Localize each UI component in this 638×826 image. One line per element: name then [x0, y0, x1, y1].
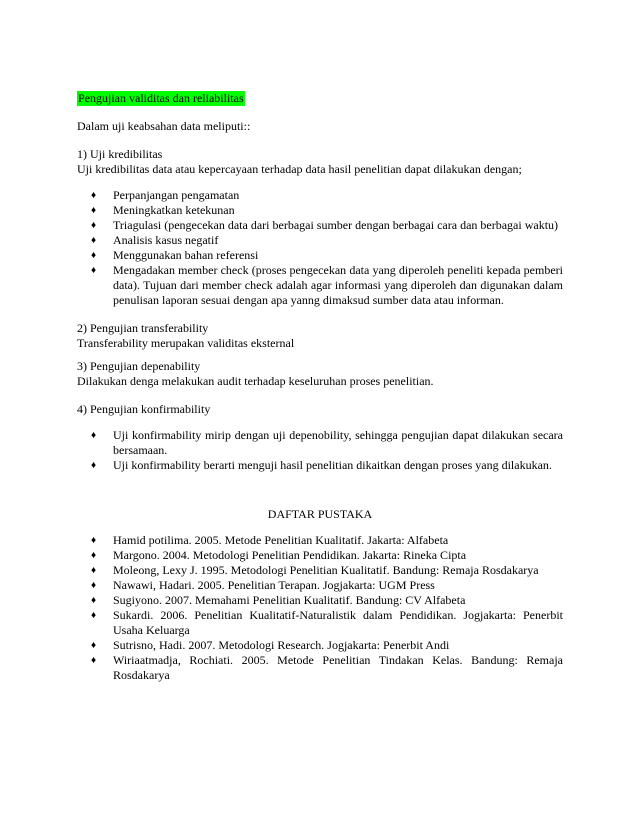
section-1-list — [77, 188, 563, 308]
intro-text: Dalam uji keabsahan data meliputi:: — [77, 119, 251, 133]
section-1-title: 1) Uji kredibilitas — [77, 147, 163, 161]
bullet-icon: ♦ — [91, 655, 97, 666]
list-item: ♦ Mengadakan member check (proses pengecekan data yang diperoleh peneliti kepada pemberi data). Tujuan dari member check adalah agar informasi yang diperoleh dan digunakan dalam penulisan laporan sesuai dengan apa yanng dimaksud sumber data atau informan. — [91, 263, 563, 307]
document-page — [77, 91, 563, 683]
bullet-icon: ♦ — [91, 265, 97, 276]
bibliography-item: ♦ Sutrisno, Hadi. 2007. Metodologi Research. Jogjakarta: Penerbit Andi — [91, 638, 450, 652]
bullet-icon: ♦ — [91, 595, 97, 606]
bibliography-item: ♦ Nawawi, Hadari. 2005. Penelitian Terapan. Jogjakarta: UGM Press — [91, 578, 435, 592]
bullet-icon: ♦ — [91, 220, 97, 231]
bullet-icon: ♦ — [91, 610, 97, 621]
bibliography-item: ♦ Margono. 2004. Metodologi Penelitian Pendidikan. Jakarta: Rineka Cipta — [91, 548, 467, 562]
bullet-icon: ♦ — [91, 460, 97, 471]
bullet-icon: ♦ — [91, 190, 97, 201]
heading — [77, 91, 563, 106]
section-2-title: 2) Pengujian transferability — [77, 321, 209, 335]
bibliography-item: ♦ Sukardi. 2006. Penelitian Kualitatif-Naturalistik dalam Pendidikan. Jogjakarta: Penerbit Usaha Keluarga — [91, 608, 563, 637]
bibliography-list — [77, 533, 563, 683]
bibliography-item: ♦ Sugiyono. 2007. Memahami Penelitian Kualitatif. Bandung: CV Alfabeta — [91, 593, 466, 607]
bullet-icon: ♦ — [91, 430, 97, 441]
bullet-icon: ♦ — [91, 550, 97, 561]
list-item: ♦ Uji konfirmability mirip dengan uji depenobility, sehingga pengujian dapat dilakukan secara bersamaan. — [91, 428, 563, 457]
list-item: ♦ Triagulasi (pengecekan data dari berbagai sumber dengan berbagai cara dan berbagai waktu) — [91, 218, 559, 232]
bullet-icon: ♦ — [91, 250, 97, 261]
section-3-desc: Dilakukan denga melakukan audit terhadap keseluruhan proses penelitian. — [77, 374, 434, 388]
bibliography-item: ♦ Moleong, Lexy J. 1995. Metodologi Penelitian Kualitatif. Bandung: Remaja Rosdakarya — [91, 563, 539, 577]
bullet-icon: ♦ — [91, 565, 97, 576]
bullet-icon: ♦ — [91, 580, 97, 591]
section-1-desc: Uji kredibilitas data atau kepercayaan terhadap data hasil penelitian dapat dilakukan dengan; — [77, 162, 522, 176]
list-item: ♦ Perpanjangan pengamatan — [91, 188, 240, 202]
list-item: ♦ Menggunakan bahan referensi — [91, 248, 259, 262]
bullet-icon: ♦ — [91, 535, 97, 546]
list-item: ♦ Uji konfirmability berarti menguji hasil penelitian dikaitkan dengan proses yang dilakukan. — [91, 458, 552, 472]
section-4-list — [77, 428, 563, 473]
list-item: ♦ Analisis kasus negatif — [91, 233, 219, 247]
bullet-icon: ♦ — [91, 640, 97, 651]
section-4-title: 4) Pengujian konfirmability — [77, 402, 211, 416]
list-item: ♦ Meningkatkan ketekunan — [91, 203, 235, 217]
bibliography-title: DAFTAR PUSTAKA — [267, 507, 373, 521]
section-3-title: 3) Pengujian depenability — [77, 359, 201, 373]
highlighted-heading: Pengujian validitas dan reliabilitas — [78, 91, 244, 105]
bibliography-item: ♦ Wiriaatmadja, Rochiati. 2005. Metode Penelitian Tindakan Kelas. Bandung: Remaja Rosdakarya — [91, 653, 563, 682]
bibliography-item: ♦ Hamid potilima. 2005. Metode Penelitian Kualitatif. Jakarta: Alfabeta — [91, 533, 449, 547]
section-2-desc: Transferability merupakan validitas eksternal — [77, 336, 295, 350]
bullet-icon: ♦ — [91, 205, 97, 216]
bullet-icon: ♦ — [91, 235, 97, 246]
